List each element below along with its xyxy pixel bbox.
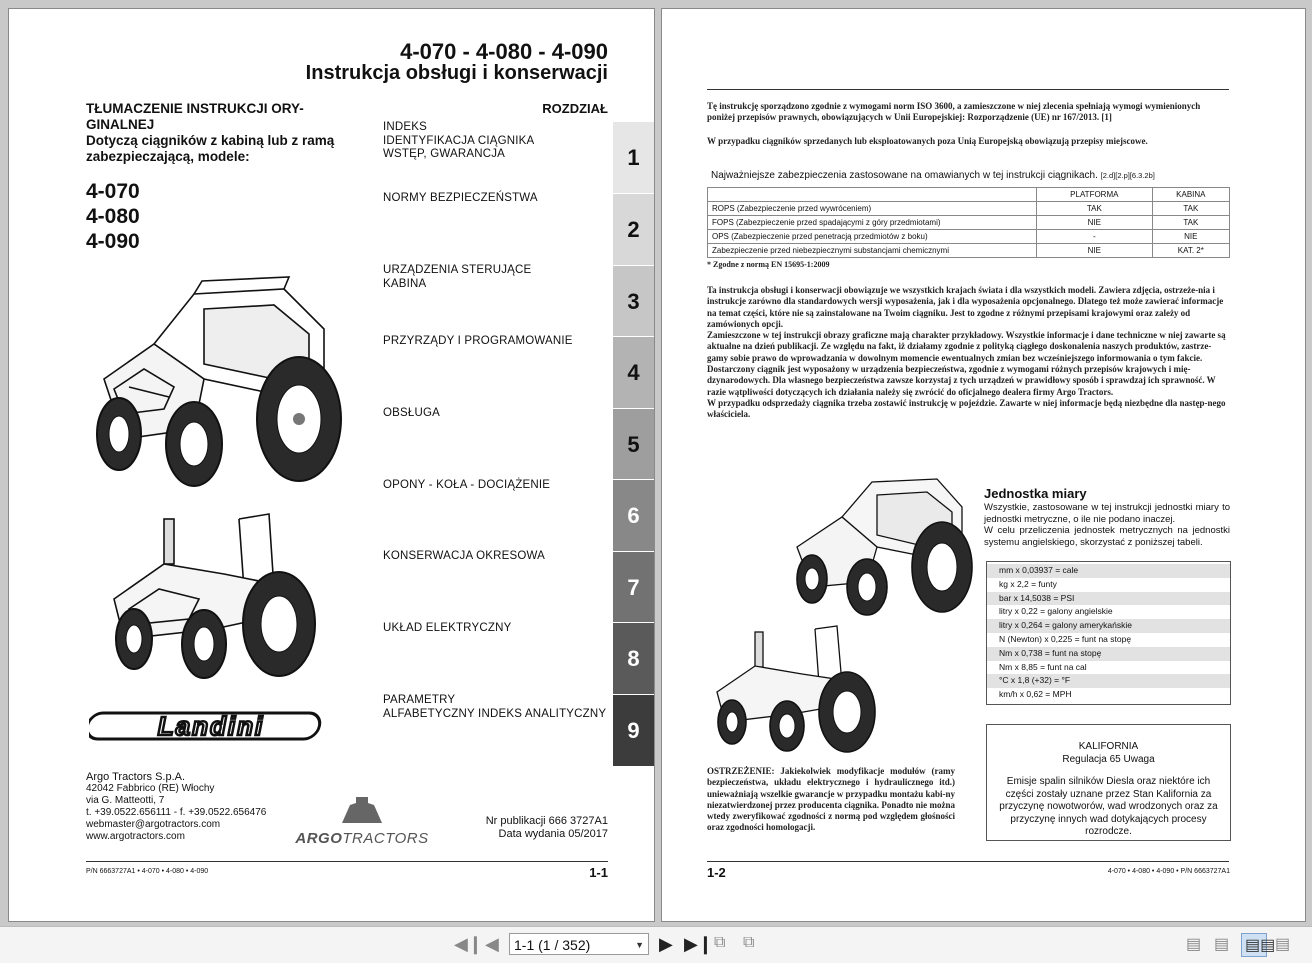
footer-part-number: P/N 6663727A1 • 4-070 • 4-080 • 4-090 [86,868,209,875]
units-text: W celu przeliczenia jednostek metrycznych na jednostki systemu angielskiego, skorzystać z poniższej tabeli. [984,525,1230,548]
footer-part-number: 4-070 • 4-080 • 4-090 • P/N 6663727A1 [1107,868,1230,875]
table-row [708,216,1230,230]
units-conversion-table [986,561,1231,705]
left-page [8,8,655,922]
body-paragraph: W przypadku odsprzedaży ciągnika trzeba zostawić instrukcję w pojeździe. Zawarte w niej informacje będą niezbędne dla następ-nego właściciela. [707,397,1226,420]
toc-item[interactable] [383,121,534,162]
table-cell: TAK [1037,202,1153,216]
toc-label: KONSERWACJA OKRESOWA [383,550,546,562]
footer-divider [86,861,608,862]
california-title: KALIFORNIA [1078,741,1139,752]
tractor-platform-illustration [104,499,324,689]
company-address [86,771,266,843]
model-title: 4-070 - 4-080 - 4-090 [400,39,608,64]
chapter-tab-7[interactable]: 7 [613,551,654,623]
chapter-tab-9[interactable]: 9 [613,694,654,766]
body-paragraph: Zamieszczone w tej instrukcji obrazy graficzne mają charakter przykładowy. Wszystkie informacje i dane techniczne w niej zawarte są aktualne na dzień publikacji. Ze względu na fakt, iż działamy zgodnie z polityką ciągłego doskonalenia naszych produktów, zastrze-gamy sobie prawo do wprowadzania w dowolnym momencie ewentualnych zmian bez wcześniejszego informowania o tym fakcie. [707,330,1226,363]
landini-logo [89,709,329,743]
last-page-icon[interactable]: ▶❙ [684,934,713,954]
publication-info [486,815,608,841]
chapter-tab-6[interactable]: 6 [613,479,654,551]
table-caption [711,170,1155,181]
unit-row: litry x 0,264 = galony amerykańskie [987,619,1230,633]
page-number: 1-1 [589,865,608,880]
toc-item[interactable] [383,335,573,349]
table-cell: ROPS (Zabezpieczenie przed wywróceniem) [708,202,1037,216]
toc-item[interactable] [383,407,440,421]
toc-item[interactable] [383,192,538,206]
first-page-icon[interactable]: ◀❙ [454,934,483,954]
unit-row: mm x 0,03937 = cale [987,564,1230,578]
scroll-view-icon[interactable]: ▤ [1275,936,1291,953]
california-notice [986,724,1231,841]
address-line: www.argotractors.com [86,831,185,842]
body-paragraph: Ta instrukcja obsługi i konserwacji obowiązuje we wszystkich krajach świata i dla wszystkich modeli. Zawiera zdjęcia, ostrzeże-nia i instrukcje zarówno dla standardowych wersji wyposażenia, jak i dla wyposażenia opcjonalnego. Dlatego też może zawierać informacje na temat części, które nie są zainstalowane na Twoim ciągniku. Jest to zgodne z różnymi przepisami krajowymi oraz zależy od zamówionych opcji. [707,285,1224,329]
table-cell: NIE [1037,244,1153,258]
units-intro [984,502,1230,548]
chapter-tab-4[interactable]: 4 [613,336,654,408]
toc-item[interactable] [383,694,606,721]
chapter-tab-2[interactable]: 2 [613,193,654,265]
address-line: 42042 Fabbrico (RE) Włochy [86,783,215,794]
table-header-row [708,188,1230,202]
table-cell: Zabezpieczenie przed niebezpiecznymi substancjami chemicznymi [708,244,1037,258]
table-row [708,202,1230,216]
manual-title: Instrukcja obsługi i konserwacji [305,62,608,84]
units-text: Wszystkie, zastosowane w tej instrukcji jednostki miary to jednostki metryczne, o ile nie podano inaczej. [984,502,1230,525]
table-header [708,188,1037,202]
edition-date: Data wydania 05/2017 [498,828,608,840]
chevron-down-icon[interactable]: ▼ [635,940,644,950]
table-note: * Zgodne z normą EN 15695-1:2009 [707,260,830,269]
intro-text: Dotyczą ciągników z kabiną lub z ramą zabezpieczającą, modele: [86,133,335,164]
table-cell: FOPS (Zabezpieczenie przed spadającymi z góry przedmiotami) [708,216,1037,230]
two-page-view-button[interactable] [1241,933,1276,957]
address-line: t. +39.0522.656111 - f. +39.0522.656476 [86,807,267,818]
table-cell: NIE [1152,230,1229,244]
toc-label: OBSŁUGA [383,407,441,419]
toc-label: OPONY - KOŁA - DOCIĄŻENIE [383,479,551,491]
body-text [707,285,1229,421]
chapter-tab-5[interactable]: 5 [613,408,654,480]
california-subtitle: Regulacja 65 Uwaga [1062,753,1155,765]
toc-item[interactable] [383,550,545,564]
unit-row: °C x 1,8 (+32) = °F [987,674,1230,688]
intro-paragraph: Tę instrukcję sporządzono zgodnie z wymogami norm ISO 3600, a zamieszczone w niej zlecenia spełniają wymogi wymienionych poniżej przepisów prawnych, obowiązujących w Unii Europejskiej: Rozporządzenie (UE) nr 167/2013. [1] [707,101,1201,123]
toc-item[interactable] [383,622,511,636]
table-row [708,230,1230,244]
company-name: Argo Tractors S.p.A. [86,771,186,783]
table-row [708,244,1230,258]
page-number-input[interactable] [509,933,649,955]
chapter-tab-3[interactable]: 3 [613,265,654,337]
table-cell: TAK [1152,216,1229,230]
model-item: 4-080 [86,205,140,228]
toc-label: INDEKS IDENTYFIKACJA CIĄGNIKA WSTĘP, GWARANCJA [383,121,535,160]
table-cell: NIE [1037,216,1153,230]
table-cell: KAT. 2* [1152,244,1229,258]
rotate-alt-icon[interactable]: ⧉ [743,934,755,951]
unit-row: Nm x 8,85 = funt na cal [999,661,1087,672]
unit-row: bar x 14,5038 = PSI [987,592,1230,606]
page-number: 1-2 [707,865,726,880]
argo-logo-icon [332,797,392,825]
unit-row: kg x 2,2 = funty [999,578,1057,589]
argo-tractors-logo [287,797,437,847]
header-divider [707,89,1229,90]
toc-label: PARAMETRY ALFABETYCZNY INDEKS ANALITYCZNY [383,694,607,720]
single-page-view-icon[interactable]: ▤ [1186,936,1202,953]
viewer-toolbar [0,926,1312,963]
tractor-cab-illustration [787,467,977,617]
table-header: PLATFORMA [1037,188,1153,202]
warning-text: OSTRZEŻENIE: Jakiekolwiek modyfikacje modułów (ramy bezpieczeństwa, układu elektrycznego i hydraulicznego itd.) unieważniają wszelkie gwarancje w przypadku montażu kabi-ny niezatwierdzonej przez producenta ciągnika. Ponadto nie można wtedy zweryfikować zgodności z normą pod względem głośności oraz zgodności homologacji. [707,766,956,833]
unit-row: km/h x 0,62 = MPH [999,689,1072,700]
table-header: KABINA [1152,188,1229,202]
california-text: Emisje spalin silników Diesla oraz niektóre ich części zostały uznane przez Stan Kalifornia za przyczynę nowotworów, wad wrodzonych oraz za przyczynę innych wad dotykających procesy rozrodcze. [999,776,1218,837]
chapter-tab-8[interactable]: 8 [613,622,654,694]
toc-label: UKŁAD ELEKTRYCZNY [383,622,512,634]
argo-logo-text: ARGO [295,830,343,847]
toc-label: PRZYRZĄDY I PROGRAMOWANIE [383,335,573,347]
tractor-cab-illustration [84,269,344,494]
page-indicator: 1-1 (1 / 352) [514,937,591,953]
two-page-view-icon: ▤▤ [1245,937,1276,954]
address-line: webmaster@argotractors.com [86,819,221,830]
body-paragraph: Dostarczony ciągnik jest wyposażony w urządzenia bezpieczeństwa, zgodnie z wymogami różnych przepisów krajowych i mię-dzynarodowych. Dla własnego bezpieczeństwa zawsze korzystaj z tych urządzeń w prawidłowy sposób i sprawdzaj ich sprawność. W razie wątpliwości dotyczących ich działania należy się zwrócić do oficjalnego dealera firmy Argo Tractors. [707,364,1216,397]
table-caption-ref: [2.d][2.p][6.3.2b] [1100,171,1155,180]
units-heading: Jednostka miary [984,486,1087,501]
model-item: 4-090 [86,230,140,253]
unit-row: litry x 0,22 = galony angielskie [999,606,1113,617]
table-caption-text: Najważniejsze zabezpieczenia zastosowane na omawianych w tej instrukcji ciągnikach. [711,170,1098,181]
models-list [86,179,140,254]
intro-block [86,101,336,165]
address-line: via G. Matteotti, 7 [86,795,165,806]
toc-label: NORMY BEZPIECZEŃSTWA [383,192,538,204]
next-page-icon[interactable]: ▶ [659,934,673,954]
toc-label: URZĄDZENIA STERUJĄCE KABINA [383,264,532,290]
landini-logo-text: Landini [157,711,265,741]
unit-row: Nm x 0,738 = funt na stopę [987,647,1230,661]
chapter-tab-1[interactable]: 1 [613,121,654,193]
toc-item[interactable] [383,264,531,291]
prev-page-icon[interactable]: ◀ [485,934,499,954]
argo-logo-text: TRACTORS [342,830,429,847]
table-cell: TAK [1152,202,1229,216]
right-page [661,8,1306,922]
unit-row: N (Newton) x 0,225 = funt na stopę [999,633,1132,644]
model-item: 4-070 [86,180,140,203]
table-cell: - [1037,230,1153,244]
intro-paragraph: W przypadku ciągników sprzedanych lub eksploatowanych poza Unią Europejską obowiązują przepisy miejscowe. [707,136,1148,146]
table-cell: OPS (Zabezpieczenie przed penetracją przedmiotów z boku) [708,230,1037,244]
publication-number: Nr publikacji 666 3727A1 [485,815,608,827]
intro-heading: TŁUMACZENIE INSTRUKCJI ORY-GINALNEJ [86,101,304,132]
footer-divider [707,861,1229,862]
protection-table [707,187,1230,258]
toc-item[interactable] [383,479,550,493]
tractor-platform-illustration [707,614,882,754]
rotate-icon[interactable]: ⧉ [714,934,726,951]
chapter-label: ROZDZIAŁ [542,101,608,116]
continuous-view-icon[interactable]: ▤ [1214,936,1230,953]
